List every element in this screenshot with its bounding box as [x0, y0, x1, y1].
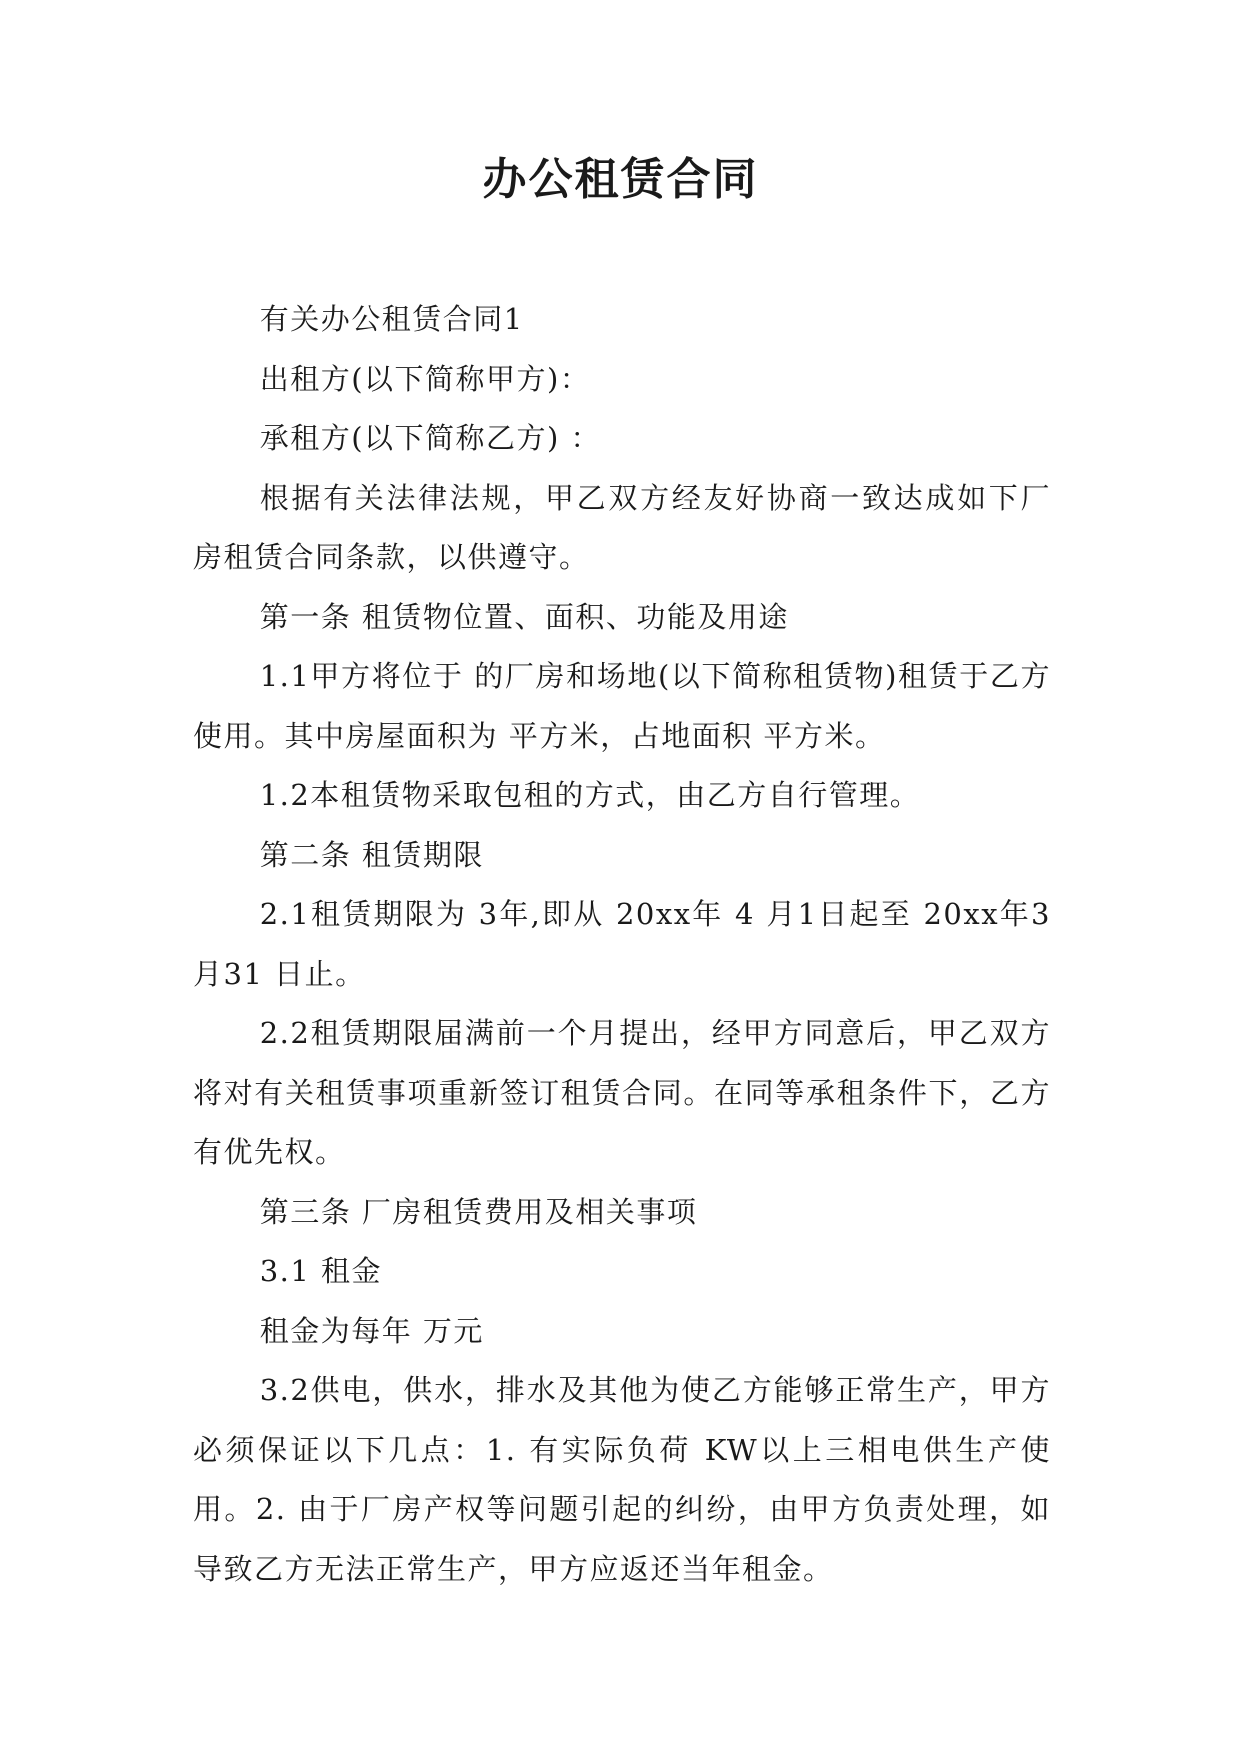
paragraph-clause-2-2: 2.2租赁期限届满前一个月提出，经甲方同意后，甲乙双方将对有关租赁事项重新签订租赁合同。在同等承租条件下，乙方有优先权。: [193, 1016, 1051, 1169]
paragraph-rent-amount: 租金为每年 万元: [259, 1313, 484, 1348]
paragraph-article-3-heading: 第三条 厂房租赁费用及相关事项: [259, 1194, 698, 1229]
paragraph-preamble: 根据有关法律法规，甲乙双方经友好协商一致达成如下厂房租赁合同条款，以供遵守。: [193, 480, 1051, 574]
paragraph-lessor: 出租方(以下简称甲方)：: [259, 361, 591, 396]
paragraph-lessee: 承租方(以下简称乙方) ：: [259, 421, 602, 455]
document-title: 办公租赁合同: [482, 154, 759, 205]
paragraph-heading-contract-1: 有关办公租赁合同1: [259, 302, 524, 336]
paragraph-clause-3-1: 3.1 租金: [259, 1254, 383, 1288]
paragraph-clause-1-1: 1.1甲方将位于 的厂房和场地(以下简称租赁物)租赁于乙方使用。其中房屋面积为 平方米，占地面积 平方米。: [193, 659, 1051, 753]
paragraph-clause-2-1: 2.1租赁期限为 3年,即从 20xx年 4 月1日起至 20xx年3月31 日止。: [193, 897, 1051, 991]
paragraph-article-2-heading: 第二条 租赁期限: [259, 837, 484, 872]
paragraph-article-1-heading: 第一条 租赁物位置、面积、功能及用途: [259, 599, 789, 634]
paragraph-clause-3-2: 3.2供电，供水，排水及其他为使乙方能够正常生产，甲方必须保证以下几点：1. 有实际负荷 KW以上三相电供生产使用。2. 由于厂房产权等问题引起的纠纷，由甲方负责处理，如导致乙方无法正常生产，甲方应返还当年租金。: [193, 1373, 1051, 1586]
paragraph-clause-1-2: 1.2本租赁物采取包租的方式，由乙方自行管理。: [259, 778, 921, 812]
document-body: [193, 290, 1051, 1599]
